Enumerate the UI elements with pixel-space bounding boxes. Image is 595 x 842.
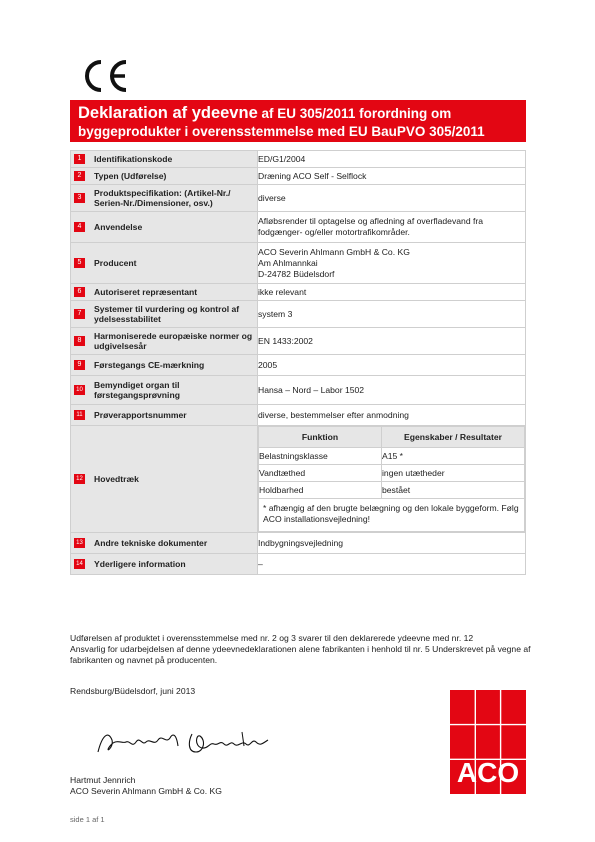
row-label: Hovedtræk [94, 474, 139, 484]
row-number: 5 [74, 258, 85, 268]
resultat-cell: ingen utætheder [382, 465, 525, 482]
header-funktion: Funktion [259, 427, 382, 448]
row-number: 13 [74, 538, 85, 548]
row-number: 2 [74, 171, 85, 181]
table-row [71, 328, 526, 355]
row-label: Anvendelse [94, 222, 143, 232]
hovedtraek-table [258, 426, 525, 532]
hovedtraek-header [259, 427, 525, 448]
signature-image [92, 722, 292, 762]
row-label: Producent [94, 258, 137, 268]
footer-text [70, 633, 540, 666]
table-row [71, 185, 526, 212]
row-number: 9 [74, 360, 85, 370]
row-label: Typen (Udførelse) [94, 171, 167, 181]
row-value: system 3 [258, 301, 526, 328]
title-regulation-line2: byggeprodukter i overensstemmelse med EU BauPVO 305/2011 [78, 124, 485, 139]
row-value: 2005 [258, 355, 526, 376]
row-value: diverse, bestemmelser efter anmodning [258, 405, 526, 426]
funktion-cell: Belastningsklasse [259, 448, 382, 465]
row-value [258, 243, 526, 284]
resultat-cell: bestået [382, 482, 525, 499]
title-banner [70, 100, 526, 142]
row-label: Autoriseret repræsentant [94, 287, 198, 297]
hovedtraek-row [259, 465, 525, 482]
table-row [71, 533, 526, 554]
hovedtraek-row [259, 448, 525, 465]
header-egenskaber: Egenskaber / Resultater [382, 427, 525, 448]
aco-logo-icon [450, 690, 526, 794]
row-value: Indbygningsvejledning [258, 533, 526, 554]
row-label: Bemyndiget organ til førstegangsprøvning [94, 380, 180, 400]
row-value: EN 1433:2002 [258, 328, 526, 355]
row-value: Dræning ACO Self - Selflock [258, 168, 526, 185]
row-value: diverse [258, 185, 526, 212]
row-label: Yderligere information [94, 559, 186, 569]
row-value: Afløbsrender til optagelse og afledning af overfladevand fra fodgænger- og/eller motortrafikområder. [258, 212, 526, 243]
row-number: 11 [74, 410, 85, 420]
signer-name: Hartmut Jennrich [70, 775, 136, 785]
resultat-cell: A15 * [382, 448, 525, 465]
hovedtraek-row [259, 482, 525, 499]
row-number: 4 [74, 222, 85, 232]
table-row [71, 151, 526, 168]
table-row [71, 212, 526, 243]
table-row [71, 355, 526, 376]
hovedtraek-cell [258, 426, 526, 533]
row-label: Prøverapportsnummer [94, 410, 187, 420]
row-number: 12 [74, 474, 85, 484]
signer-block [70, 775, 222, 797]
row-value: ED/G1/2004 [258, 151, 526, 168]
hovedtraek-note-row [259, 499, 525, 532]
page-number: side 1 af 1 [70, 815, 105, 824]
row-number: 3 [74, 193, 85, 203]
table-row-hovedtraek [71, 426, 526, 533]
row-number: 6 [74, 287, 85, 297]
producer-name: ACO Severin Ahlmann GmbH & Co. KG [258, 246, 410, 257]
row-number: 14 [74, 559, 85, 569]
row-label: Identifikationskode [94, 154, 173, 164]
table-row [71, 284, 526, 301]
row-number: 1 [74, 154, 85, 164]
funktion-cell: Vandtæthed [259, 465, 382, 482]
row-value: ikke relevant [258, 284, 526, 301]
table-row [71, 243, 526, 284]
logo-text: ACO [456, 757, 520, 788]
row-label: Andre tekniske dokumenter [94, 538, 208, 548]
hovedtraek-note: * afhængig af den brugte belægning og den lokale byggeform. Følg ACO installationsvejledning! [259, 499, 525, 532]
row-number: 8 [74, 336, 85, 346]
row-number: 10 [74, 385, 85, 395]
row-value: Hansa – Nord – Labor 1502 [258, 376, 526, 405]
declaration-table [70, 150, 526, 575]
row-value: – [258, 554, 526, 575]
table-row [71, 405, 526, 426]
table-row [71, 554, 526, 575]
row-number: 7 [74, 309, 85, 319]
funktion-cell: Holdbarhed [259, 482, 382, 499]
document-title: Deklaration af ydeevne [78, 104, 258, 122]
row-label: Systemer til vurdering og kontrol af ydelsesstabilitet [94, 304, 240, 324]
row-label: Produktspecifikation: (Artikel-Nr./ Serien-Nr./Dimensioner, osv.) [94, 188, 231, 208]
title-regulation: af EU 305/2011 forordning om [257, 106, 452, 121]
row-label: Harmoniserede europæiske normer og udgivelsesår [94, 331, 253, 351]
table-row [71, 168, 526, 185]
footer-line-2: Ansvarlig for udarbejdelsen af denne ydeevnedeklarationen alene fabrikanten i henhold til nr. 5 Underskrevet på vegne af fabrikanten og navnet på producenten. [70, 644, 531, 665]
place-date: Rendsburg/Büdelsdorf, juni 2013 [70, 686, 196, 696]
producer-city: D-24782 Büdelsdorf [258, 268, 335, 279]
table-row [71, 376, 526, 405]
ce-mark-icon [82, 58, 132, 94]
table-row [71, 301, 526, 328]
footer-line-1: Udførelsen af produktet i overensstemmelse med nr. 2 og 3 svarer til den deklarerede ydeevne med nr. 12 [70, 633, 474, 643]
row-label: Førstegangs CE-mærkning [94, 360, 205, 370]
producer-street: Am Ahlmannkai [258, 257, 318, 268]
signer-company: ACO Severin Ahlmann GmbH & Co. KG [70, 786, 222, 796]
